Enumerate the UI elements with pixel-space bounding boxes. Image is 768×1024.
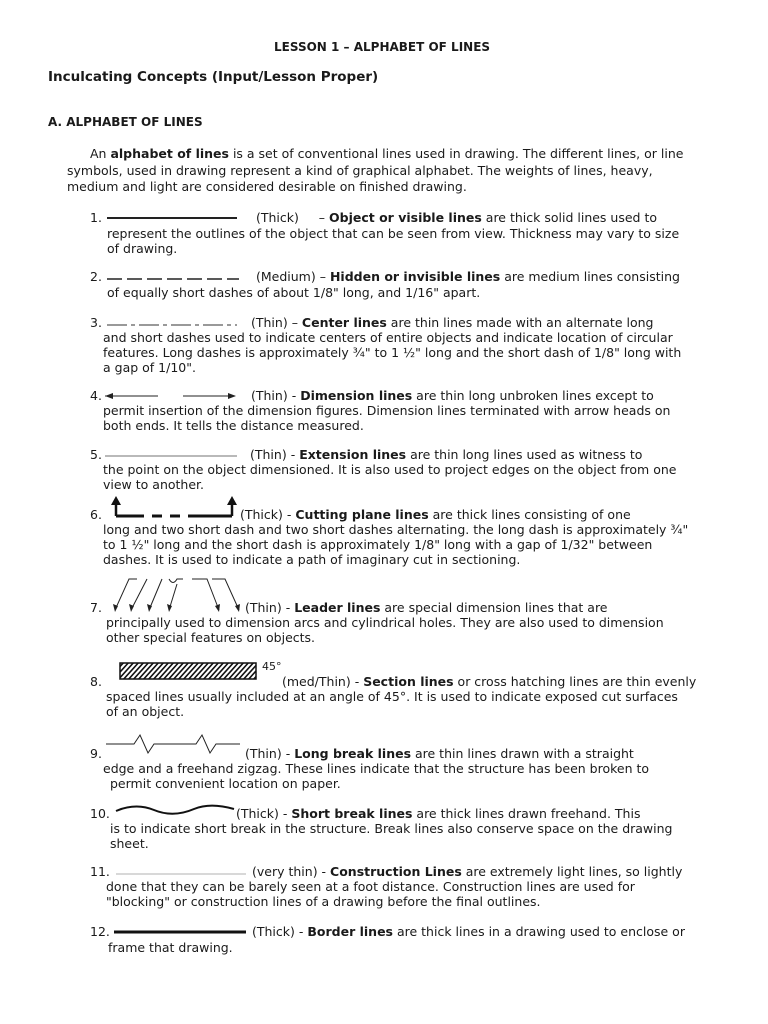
hatch-line (152, 661, 170, 681)
item-heading: (Thick) - Cutting plane lines are thick lines consisting of one (240, 507, 631, 522)
item-heading: (Thin) - Long break lines are thin lines drawn with a straight (245, 746, 634, 761)
item-text: spaced lines usually included at an angle of 45°. It is used to indicate exposed cut surfaces (106, 689, 678, 704)
object-line-sample (105, 213, 240, 223)
hatch-line (242, 661, 260, 681)
item-number: 5. (90, 447, 102, 462)
item-text: a gap of 1/10". (103, 360, 196, 375)
angle-label: 45° (262, 660, 282, 673)
hatch-line (232, 661, 250, 681)
intro-line-2: symbols, used in drawing represent a kind of graphical alphabet. The weights of lines, heavy, (67, 163, 653, 178)
hatch-line (192, 661, 210, 681)
item-text: permit insertion of the dimension figures. Dimension lines terminated with arrow heads on (103, 403, 671, 418)
item-number: 1. (90, 210, 102, 225)
hatch-line (182, 661, 200, 681)
item-text: "blocking" or construction lines of a drawing before the final outlines. (106, 894, 541, 909)
section-line-sample (112, 659, 262, 683)
intro-line-1: An alphabet of lines is a set of conventional lines used in drawing. The different lines, or line (90, 146, 684, 161)
center-line-sample (105, 319, 240, 329)
hatch-line (222, 661, 240, 681)
hatch-line (162, 661, 180, 681)
item-number: 10. (90, 806, 110, 821)
item-heading: (Thin) - Leader lines are special dimension lines that are (245, 600, 608, 615)
item-number: 12. (90, 924, 110, 939)
item-text: of drawing. (107, 241, 178, 256)
item-heading: (Thin) - Extension lines are thin long lines used as witness to (250, 447, 643, 462)
hatch-line (132, 661, 150, 681)
item-heading: (Thick) – Object or visible lines are thick solid lines used to (256, 210, 657, 225)
long-break-line-sample (104, 732, 242, 756)
item-number: 4. (90, 388, 102, 403)
item-text: view to another. (103, 477, 204, 492)
hatch-line (237, 661, 255, 681)
item-text: dashes. It is used to indicate a path of imaginary cut in sectioning. (103, 552, 521, 567)
item-number: 8. (90, 674, 102, 689)
item-heading: (Medium) – Hidden or invisible lines are medium lines consisting (256, 269, 680, 284)
hatch-line (202, 661, 220, 681)
item-number: 6. (90, 507, 102, 522)
item-heading: (Thick) - Short break lines are thick lines drawn freehand. This (236, 806, 641, 821)
hatch-line (177, 661, 195, 681)
item-number: 11. (90, 864, 110, 879)
hatch-line (142, 661, 160, 681)
hatch-line (212, 661, 230, 681)
hatch-line (147, 661, 165, 681)
item-text: and short dashes used to indicate centers of entire objects and indicate location of circular (103, 330, 673, 345)
item-text: long and two short dash and two short dashes alternating. the long dash is approximately ¾" (103, 522, 689, 537)
item-text: other special features on objects. (106, 630, 316, 645)
item-text: edge and a freehand zigzag. These lines indicate that the structure has been broken to (103, 761, 650, 776)
item-text: principally used to dimension arcs and cylindrical holes. They are also used to dimension (106, 615, 664, 630)
hatch-line (172, 661, 190, 681)
hatch-line (127, 661, 145, 681)
short-break-line-sample (114, 802, 236, 818)
hatch-line (112, 661, 125, 681)
item-text: represent the outlines of the object that can be seen from view. Thickness may vary to size (107, 226, 680, 241)
dimension-line-sample (103, 390, 238, 402)
item-text: features. Long dashes is approximately ¾" to 1 ½" long and the short dash of 1/8" long with (103, 345, 682, 360)
item-heading: (Thin) – Center lines are thin lines made with an alternate long (251, 315, 654, 330)
hatch-line (207, 661, 225, 681)
item-heading: (very thin) - Construction Lines are extremely light lines, so lightly (252, 864, 683, 879)
item-text: of equally short dashes of about 1/8" long, and 1/16" apart. (107, 285, 481, 300)
item-heading: (Thick) - Border lines are thick lines in a drawing used to enclose or (252, 924, 685, 939)
item-heading: (med/Thin) - Section lines or cross hatching lines are thin evenly (282, 674, 697, 689)
hidden-line-sample (105, 273, 241, 283)
hatch-line (217, 661, 235, 681)
lesson-title: LESSON 1 – ALPHABET OF LINES (274, 40, 491, 54)
construction-line-sample (114, 870, 248, 878)
lesson-subtitle: Inculcating Concepts (Input/Lesson Proper) (48, 69, 379, 85)
item-text: is to indicate short break in the structure. Break lines also conserve space on the drawing (110, 821, 673, 836)
item-number: 9. (90, 746, 102, 761)
hatch-line (197, 661, 215, 681)
hatch-line (157, 661, 175, 681)
hatch-line (137, 661, 155, 681)
hatch-line (122, 661, 140, 681)
item-number: 7. (90, 600, 102, 615)
hatch-line (252, 661, 262, 681)
item-text: to 1 ½" long and the short dash is approximately 1/8" long with a gap of 1/32" between (103, 537, 653, 552)
item-number: 3. (90, 315, 102, 330)
extension-line-sample (103, 452, 239, 460)
leader-line-sample (107, 576, 242, 616)
item-text: of an object. (106, 704, 185, 719)
item-text: frame that drawing. (108, 940, 233, 955)
item-number: 2. (90, 269, 102, 284)
item-text: the point on the object dimensioned. It is also used to project edges on the object from one (103, 462, 677, 477)
hatch-line (167, 661, 185, 681)
hatch-line (227, 661, 245, 681)
hatch-line (187, 661, 205, 681)
item-text: both ends. It tells the distance measured. (103, 418, 364, 433)
item-heading: (Thin) - Dimension lines are thin long unbroken lines except to (251, 388, 654, 403)
item-text: done that they can be barely seen at a foot distance. Construction lines are used for (106, 879, 635, 894)
section-heading: A. ALPHABET OF LINES (48, 115, 203, 129)
item-text: permit convenient location on paper. (110, 776, 341, 791)
item-text: sheet. (110, 836, 149, 851)
intro-line-3: medium and light are considered desirable on finished drawing. (67, 179, 467, 194)
hatch-line (112, 661, 130, 681)
hatch-line (112, 661, 120, 681)
border-line-sample (112, 927, 248, 937)
cutting-plane-line-sample (104, 494, 242, 520)
